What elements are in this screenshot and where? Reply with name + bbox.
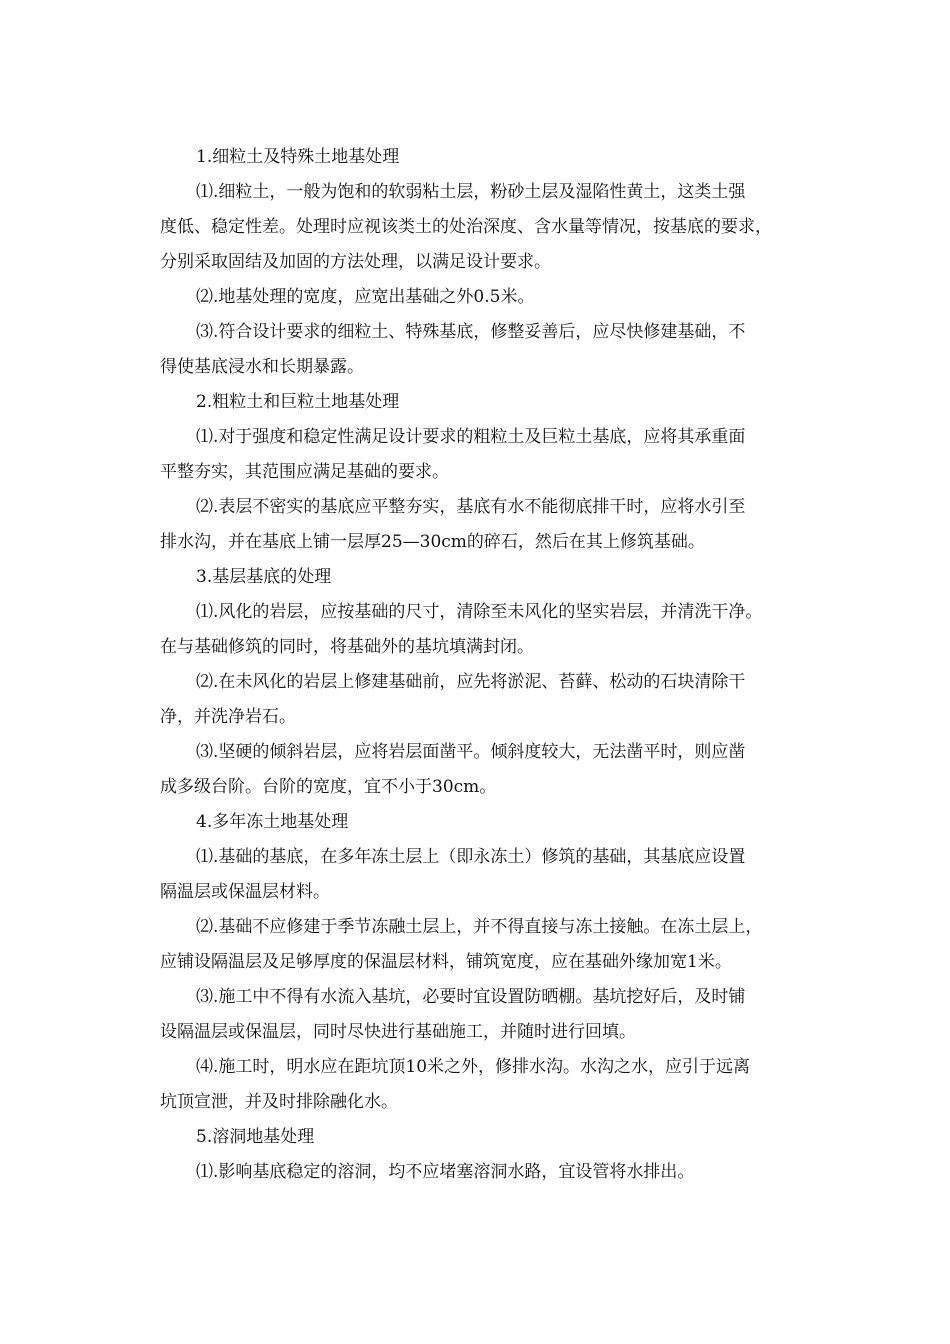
paragraph-line: ⑵.在未风化的岩层上修建基础前，应先将淤泥、苔藓、松动的石块清除干 xyxy=(196,672,746,692)
paragraph-line: ⑶.坚硬的倾斜岩层，应将岩层面凿平。倾斜度较大，无法凿平时，则应凿 xyxy=(196,742,746,762)
paragraph-line: ⑶.符合设计要求的细粒土、特殊基底，修整妥善后，应尽快修建基础，不 xyxy=(196,322,746,342)
paragraph-line: 坑顶宣泄，并及时排除融化水。 xyxy=(160,1092,398,1112)
section-heading-1: 1.细粒土及特殊土地基处理 xyxy=(196,147,400,167)
paragraph-line: ⑴.细粒土，一般为饱和的软弱粘土层，粉砂土层及湿陷性黄土，这类土强 xyxy=(196,182,746,202)
paragraph-line: ⑶.施工中不得有水流入基坑，必要时宜设置防晒棚。基坑挖好后，及时铺 xyxy=(196,987,746,1007)
paragraph-line: ⑴.影响基底稳定的溶洞，均不应堵塞溶洞水路，宜设管将水排出。 xyxy=(196,1162,695,1182)
paragraph-line: ⑴.基础的基底，在多年冻土层上（即永冻土）修筑的基础，其基底应设置 xyxy=(196,847,746,867)
paragraph-line: ⑵.地基处理的宽度，应宽出基础之外0.5米。 xyxy=(196,287,535,307)
section-heading-4: 4.多年冻土地基处理 xyxy=(196,812,349,832)
section-heading-3: 3.基层基底的处理 xyxy=(196,567,332,587)
section-heading-2: 2.粗粒土和巨粒土地基处理 xyxy=(196,392,400,412)
paragraph-line: 度低、稳定性差。处理时应视该类土的处治深度、含水量等情况，按基底的要求， xyxy=(160,217,772,237)
paragraph-line: 净，并洗净岩石。 xyxy=(160,707,296,727)
paragraph-line: ⑵.基础不应修建于季节冻融土层上，并不得直接与冻土接触。在冻土层上， xyxy=(196,917,763,937)
paragraph-line: 成多级台阶。台阶的宽度，宜不小于30cm。 xyxy=(160,777,497,797)
section-heading-5: 5.溶洞地基处理 xyxy=(196,1127,315,1147)
paragraph-line: ⑵.表层不密实的基底应平整夯实，基底有水不能彻底排干时，应将水引至 xyxy=(196,497,746,517)
paragraph-line: ⑷.施工时，明水应在距坑顶10米之外，修排水沟。水沟之水，应引于远离 xyxy=(196,1057,751,1077)
paragraph-line: 平整夯实，其范围应满足基础的要求。 xyxy=(160,462,449,482)
paragraph-line: 分别采取固结及加固的方法处理，以满足设计要求。 xyxy=(160,252,551,272)
paragraph-line: 得使基底浸水和长期暴露。 xyxy=(160,357,364,377)
paragraph-line: 设隔温层或保温层，同时尽快进行基础施工，并随时进行回填。 xyxy=(160,1022,636,1042)
paragraph-line: 在与基础修筑的同时，将基础外的基坑填满封闭。 xyxy=(160,637,534,657)
paragraph-line: ⑴.风化的岩层，应按基础的尺寸，清除至未风化的坚实岩层，并清洗干净。 xyxy=(196,602,763,622)
paragraph-line: 排水沟，并在基底上铺一层厚25—30cm的碎石，然后在其上修筑基础。 xyxy=(160,532,705,552)
paragraph-line: ⑴.对于强度和稳定性满足设计要求的粗粒土及巨粒土基底，应将其承重面 xyxy=(196,427,746,447)
paragraph-line: 应铺设隔温层及足够厚度的保温层材料，铺筑宽度，应在基础外缘加宽1米。 xyxy=(160,952,732,972)
paragraph-line: 隔温层或保温层材料。 xyxy=(160,882,330,902)
